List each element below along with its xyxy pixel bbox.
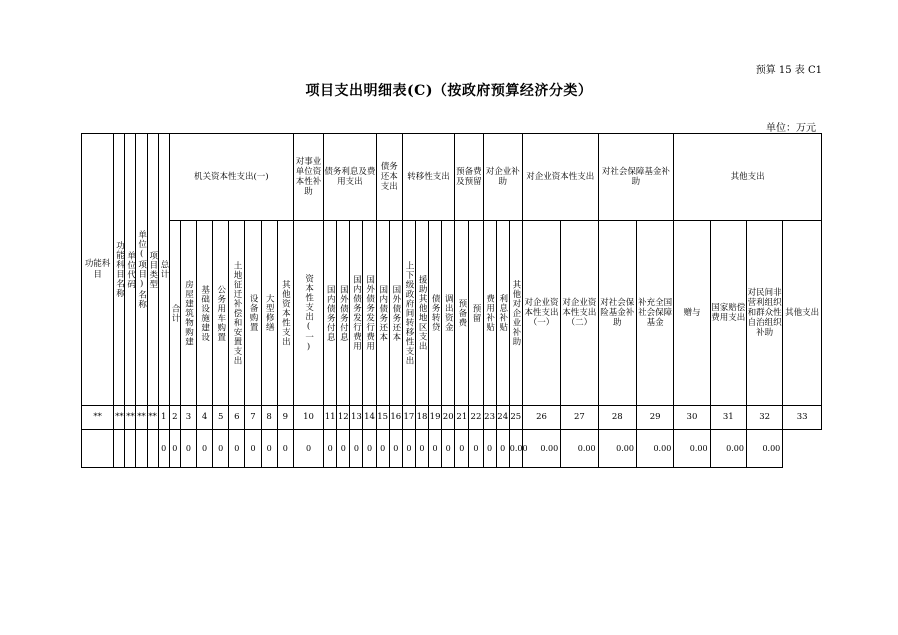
column-number-cell: 18 bbox=[415, 406, 428, 430]
value-cell: 0.00 bbox=[598, 430, 636, 468]
value-cell: 0 bbox=[277, 430, 293, 468]
column-number-cell: 21 bbox=[455, 406, 469, 430]
value-cell: 0.00 bbox=[561, 430, 598, 468]
column-number-cell: ** bbox=[125, 406, 136, 430]
value-cell bbox=[82, 430, 114, 468]
value-cell: 0 bbox=[496, 430, 509, 468]
header-sub: 国内债务付息 bbox=[324, 221, 337, 406]
column-number-cell: ** bbox=[136, 406, 147, 430]
header-sub: 资本性支出(一) bbox=[293, 221, 323, 406]
column-number-cell: 7 bbox=[245, 406, 261, 430]
value-cell: 0 bbox=[213, 430, 229, 468]
header-group-1: 机关资本性支出(一) bbox=[169, 134, 293, 221]
header-sub: 国外债务还本 bbox=[389, 221, 402, 406]
value-cell: 0 bbox=[158, 430, 169, 468]
header-sub: 合计 bbox=[169, 221, 180, 406]
column-number-cell: 15 bbox=[376, 406, 389, 430]
column-number-cell: 26 bbox=[522, 406, 560, 430]
column-number-cell: 13 bbox=[350, 406, 363, 430]
header-sub: 对民间非营利组织和群众性自治组织补助 bbox=[746, 221, 782, 406]
column-number-cell: 11 bbox=[324, 406, 337, 430]
column-number-cell: 19 bbox=[429, 406, 442, 430]
header-sub: 调出资金 bbox=[442, 221, 455, 406]
column-number-cell: 4 bbox=[197, 406, 213, 430]
header-sub: 预备费 bbox=[455, 221, 469, 406]
column-number-cell: 3 bbox=[180, 406, 196, 430]
column-number-cell: 25 bbox=[509, 406, 522, 430]
header-sub: 预留 bbox=[469, 221, 483, 406]
value-cell: 0 bbox=[469, 430, 483, 468]
column-number-cell: 2 bbox=[169, 406, 180, 430]
column-number-cell: 30 bbox=[674, 406, 710, 430]
column-number-cell: 17 bbox=[402, 406, 415, 430]
value-cell bbox=[125, 430, 136, 468]
header-total: 总计 bbox=[158, 134, 169, 406]
header-group-10: 其他支出 bbox=[674, 134, 822, 221]
value-cell: 0 bbox=[293, 430, 323, 468]
unit-label: 单位：万元 bbox=[766, 123, 816, 134]
header-group-3: 债务利息及费用支出 bbox=[324, 134, 376, 221]
header-sub: 其他支出 bbox=[783, 221, 822, 406]
header-func-code: 功能科目 bbox=[82, 134, 114, 406]
value-cell: 0 bbox=[229, 430, 245, 468]
header-group-5: 转移性支出 bbox=[402, 134, 454, 221]
header-group-2: 对事业单位资本性补助 bbox=[293, 134, 323, 221]
column-number-cell: 29 bbox=[636, 406, 673, 430]
budget-table bbox=[81, 133, 822, 468]
value-cell: 0 bbox=[429, 430, 442, 468]
header-sub: 援助其他地区支出 bbox=[415, 221, 428, 406]
column-number-cell: 27 bbox=[561, 406, 598, 430]
value-cell: 0 bbox=[442, 430, 455, 468]
column-number-row bbox=[82, 406, 822, 430]
value-cell: 0 bbox=[324, 430, 337, 468]
header-sub: 对企业资本性支出（二） bbox=[561, 221, 598, 406]
header-sub: 利息补贴 bbox=[496, 221, 509, 406]
header-sub: 国外债务付息 bbox=[337, 221, 350, 406]
column-number-cell: 31 bbox=[710, 406, 746, 430]
column-number-cell: 5 bbox=[213, 406, 229, 430]
column-number-cell: 23 bbox=[483, 406, 496, 430]
table-code: 预算 15 表 C1 bbox=[755, 65, 822, 76]
value-cell: 0.00 bbox=[509, 430, 522, 468]
value-cell bbox=[114, 430, 125, 468]
value-cell: 0 bbox=[402, 430, 415, 468]
header-sub: 基础设施建设 bbox=[197, 221, 213, 406]
value-cell: 0.00 bbox=[636, 430, 673, 468]
header-sub: 其他对企业补助 bbox=[509, 221, 522, 406]
column-number-cell: 20 bbox=[442, 406, 455, 430]
header-sub: 费用补贴 bbox=[483, 221, 496, 406]
header-sub: 大型修缮 bbox=[261, 221, 277, 406]
header-sub: 其他资本性支出 bbox=[277, 221, 293, 406]
header-group-7: 对企业补助 bbox=[483, 134, 522, 221]
value-cell: 0 bbox=[337, 430, 350, 468]
value-cell: 0 bbox=[245, 430, 261, 468]
header-func-name: 功能科目名称 bbox=[114, 134, 125, 406]
header-sub: 上下级政府间转移性支出 bbox=[402, 221, 415, 406]
column-number-cell: 12 bbox=[337, 406, 350, 430]
column-number-cell: 33 bbox=[783, 406, 822, 430]
header-sub: 国家赔偿费用支出 bbox=[710, 221, 746, 406]
header-group-8: 对企业资本性支出 bbox=[522, 134, 598, 221]
value-cell: 0 bbox=[376, 430, 389, 468]
value-cell: 0.00 bbox=[674, 430, 710, 468]
value-cell bbox=[136, 430, 147, 468]
column-number-cell: 6 bbox=[229, 406, 245, 430]
header-sub: 国内债务发行费用 bbox=[350, 221, 363, 406]
header-sub: 国外债务发行费用 bbox=[363, 221, 376, 406]
column-number-cell: 22 bbox=[469, 406, 483, 430]
header-sub: 设备购置 bbox=[245, 221, 261, 406]
value-cell: 0 bbox=[455, 430, 469, 468]
header-sub: 对企业资本性支出（一） bbox=[522, 221, 560, 406]
column-number-cell: 10 bbox=[293, 406, 323, 430]
column-number-cell: ** bbox=[114, 406, 125, 430]
value-cell: 0 bbox=[483, 430, 496, 468]
column-number-cell: 24 bbox=[496, 406, 509, 430]
value-cell: 0 bbox=[415, 430, 428, 468]
column-number-cell: ** bbox=[82, 406, 114, 430]
value-cell: 0 bbox=[169, 430, 180, 468]
column-number-cell: 16 bbox=[389, 406, 402, 430]
header-unit-name: 单位(项目)名称 bbox=[136, 134, 147, 406]
header-sub: 土地征迁补偿和安置支出 bbox=[229, 221, 245, 406]
value-cell: 0.00 bbox=[522, 430, 560, 468]
page-title: 项目支出明细表(C)（按政府预算经济分类） bbox=[305, 83, 593, 99]
column-number-cell: 9 bbox=[277, 406, 293, 430]
header-sub: 赠与 bbox=[674, 221, 710, 406]
header-group-4: 债务还本支出 bbox=[376, 134, 402, 221]
column-number-cell: 1 bbox=[158, 406, 169, 430]
header-sub: 补充全国社会保障基金 bbox=[636, 221, 673, 406]
header-sub: 对社会保险基金补助 bbox=[598, 221, 636, 406]
header-item-type: 项目类型 bbox=[147, 134, 158, 406]
column-number-cell: 28 bbox=[598, 406, 636, 430]
header-group-6: 预备费及预留 bbox=[455, 134, 483, 221]
value-cell bbox=[147, 430, 158, 468]
column-number-cell: 32 bbox=[746, 406, 782, 430]
header-sub: 国内债务还本 bbox=[376, 221, 389, 406]
value-cell: 0 bbox=[180, 430, 196, 468]
value-cell: 0.00 bbox=[746, 430, 782, 468]
value-cell: 0 bbox=[261, 430, 277, 468]
value-row bbox=[82, 430, 822, 468]
value-cell: 0 bbox=[197, 430, 213, 468]
column-number-cell: 14 bbox=[363, 406, 376, 430]
value-cell: 0 bbox=[363, 430, 376, 468]
value-cell: 0 bbox=[350, 430, 363, 468]
header-group-9: 对社会保障基金补助 bbox=[598, 134, 674, 221]
header-sub: 房屋建筑物购建 bbox=[180, 221, 196, 406]
value-cell: 0.00 bbox=[710, 430, 746, 468]
value-cell: 0 bbox=[389, 430, 402, 468]
header-sub: 公务用车购置 bbox=[213, 221, 229, 406]
header-unit-code: 单位代码 bbox=[125, 134, 136, 406]
column-number-cell: ** bbox=[147, 406, 158, 430]
header-sub: 债务转贷 bbox=[429, 221, 442, 406]
column-number-cell: 8 bbox=[261, 406, 277, 430]
